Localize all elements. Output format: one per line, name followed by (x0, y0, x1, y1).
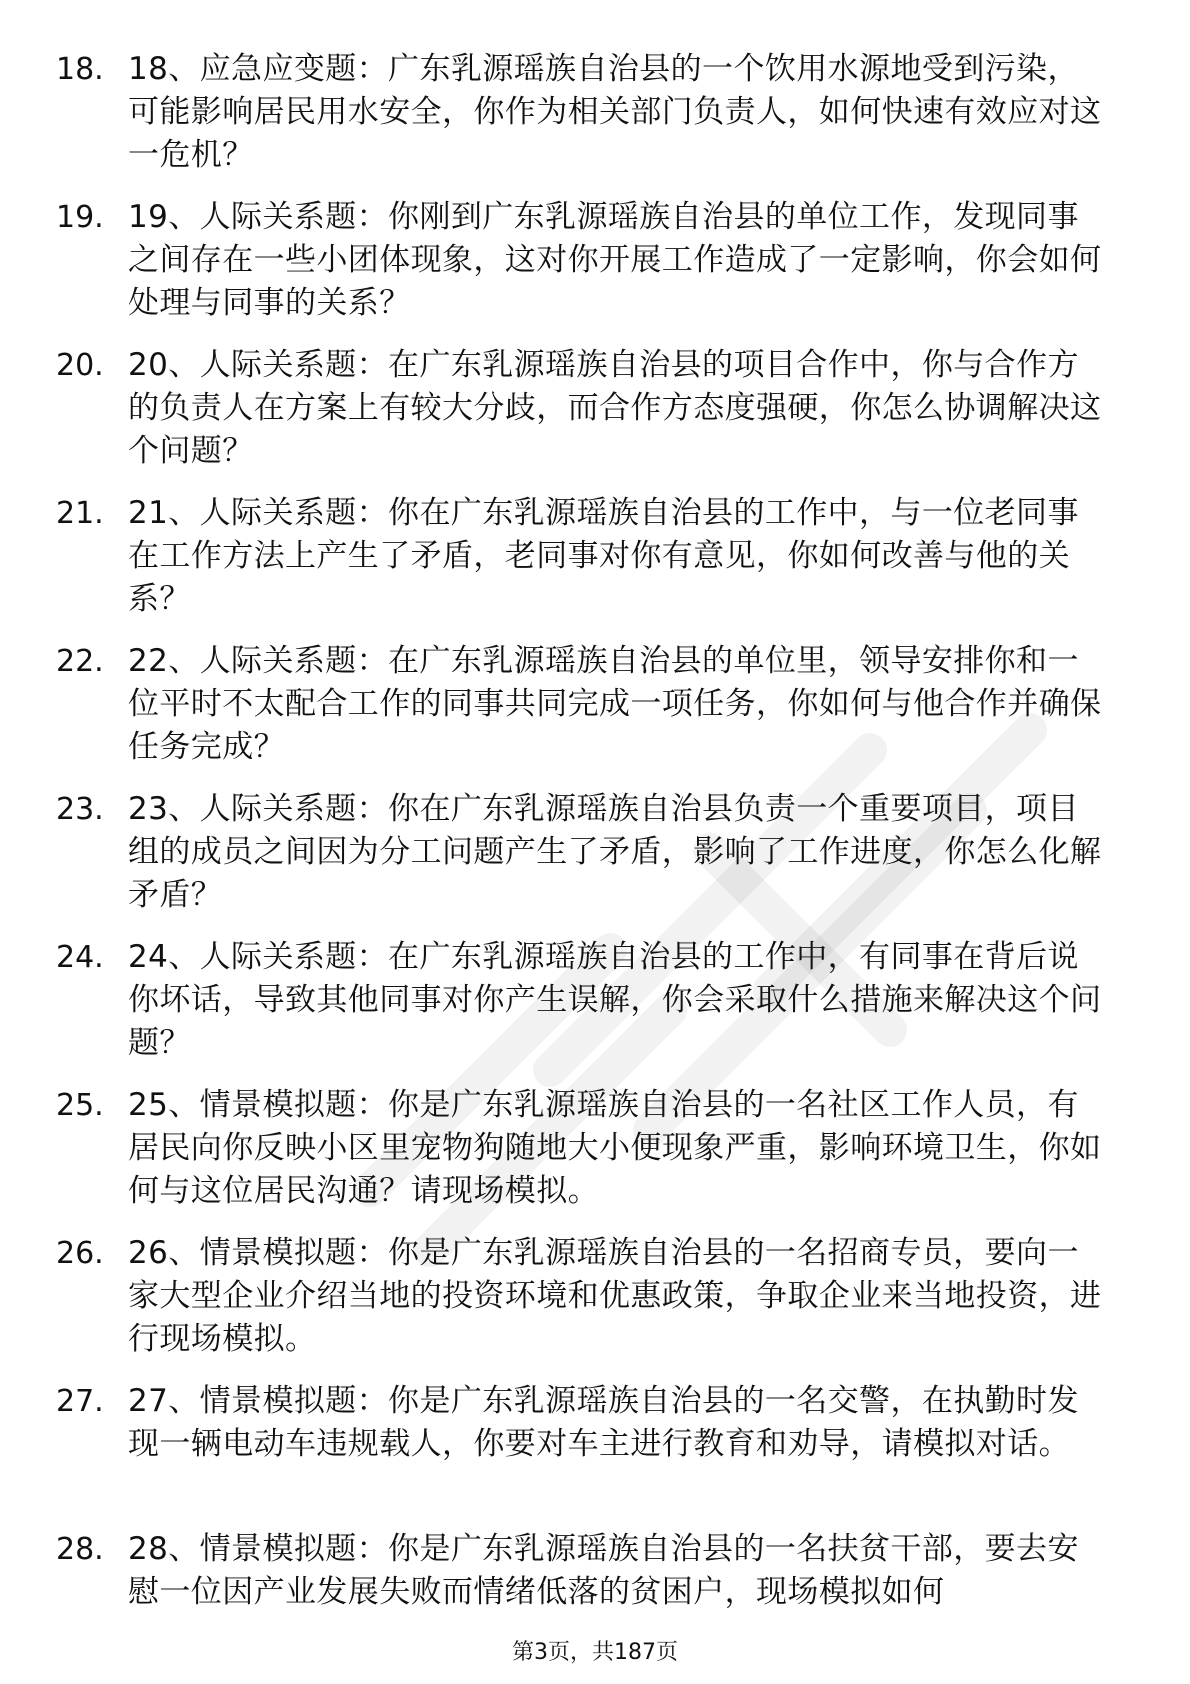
question-number: 24. (56, 940, 104, 975)
question-number: 18. (56, 52, 104, 87)
question-list (56, 48, 1106, 1676)
question-item (56, 1232, 1106, 1380)
question-item (56, 788, 1106, 936)
question-text: 26、情景模拟题：你是广东乳源瑶族自治县的一名招商专员，要向一家大型企业介绍当地的投资环境和优惠政策，争取企业来当地投资，进行现场模拟。 (128, 1235, 1102, 1357)
question-number: 19. (56, 200, 104, 235)
question-number: 20. (56, 348, 104, 383)
question-text: 21、人际关系题：你在广东乳源瑶族自治县的工作中，与一位老同事在工作方法上产生了矛盾，老同事对你有意见，你如何改善与他的关系？ (128, 495, 1079, 617)
question-item (56, 1084, 1106, 1232)
page-footer (0, 1638, 1190, 1668)
question-item (56, 640, 1106, 788)
question-number: 22. (56, 644, 104, 679)
question-text: 28、情景模拟题：你是广东乳源瑶族自治县的一名扶贫干部，要去安慰一位因产业发展失败而情绪低落的贫困户，现场模拟如何 (128, 1531, 1079, 1610)
question-number: 28. (56, 1532, 104, 1567)
question-item (56, 196, 1106, 344)
question-number: 23. (56, 792, 104, 827)
question-text: 19、人际关系题：你刚到广东乳源瑶族自治县的单位工作，发现同事之间存在一些小团体现象，这对你开展工作造成了一定影响，你会如何处理与同事的关系？ (128, 199, 1102, 321)
question-text: 23、人际关系题：你在广东乳源瑶族自治县负责一个重要项目，项目组的成员之间因为分工问题产生了矛盾，影响了工作进度，你怎么化解矛盾？ (128, 791, 1102, 913)
question-item (56, 936, 1106, 1084)
question-item (56, 48, 1106, 196)
question-item (56, 344, 1106, 492)
question-text: 20、人际关系题：在广东乳源瑶族自治县的项目合作中，你与合作方的负责人在方案上有较大分歧，而合作方态度强硬，你怎么协调解决这个问题？ (128, 347, 1102, 469)
question-text: 24、人际关系题：在广东乳源瑶族自治县的工作中，有同事在背后说你坏话，导致其他同事对你产生误解，你会采取什么措施来解决这个问题？ (128, 939, 1102, 1061)
question-text: 25、情景模拟题：你是广东乳源瑶族自治县的一名社区工作人员，有居民向你反映小区里宠物狗随地大小便现象严重，影响环境卫生，你如何与这位居民沟通？请现场模拟。 (128, 1087, 1102, 1209)
question-text: 27、情景模拟题：你是广东乳源瑶族自治县的一名交警，在执勤时发现一辆电动车违规载人，你要对车主进行教育和劝导，请模拟对话。 (128, 1383, 1079, 1462)
question-number: 25. (56, 1088, 104, 1123)
page-number-label: 第3页，共187页 (512, 1640, 678, 1665)
question-number: 27. (56, 1384, 104, 1419)
question-item (56, 492, 1106, 640)
question-text: 18、应急应变题：广东乳源瑶族自治县的一个饮用水源地受到污染，可能影响居民用水安全，你作为相关部门负责人，如何快速有效应对这一危机？ (128, 51, 1102, 173)
question-item (56, 1380, 1106, 1528)
question-number: 26. (56, 1236, 104, 1271)
question-number: 21. (56, 496, 104, 531)
question-text: 22、人际关系题：在广东乳源瑶族自治县的单位里，领导安排你和一位平时不太配合工作的同事共同完成一项任务，你如何与他合作并确保任务完成？ (128, 643, 1102, 765)
